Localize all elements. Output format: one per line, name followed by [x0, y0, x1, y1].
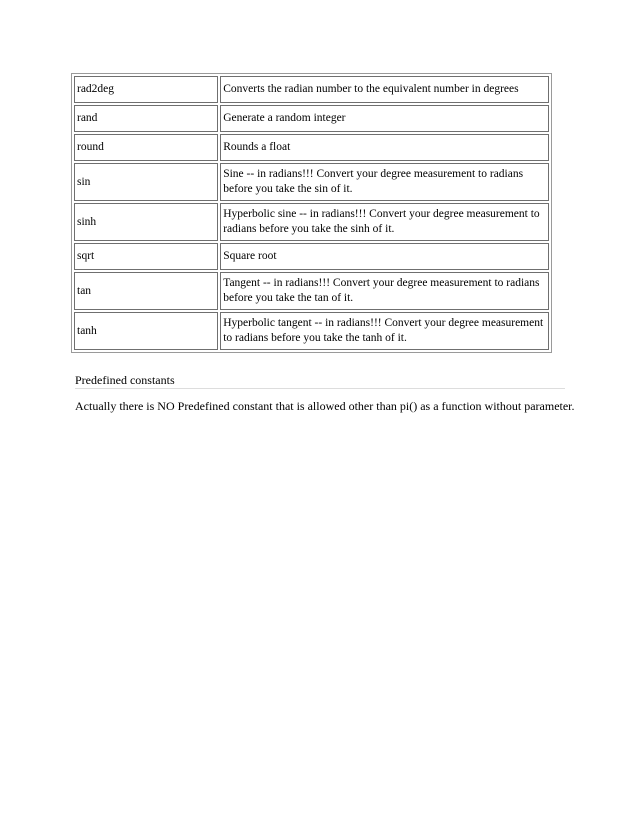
- table-row: [74, 105, 549, 132]
- function-description-cell: Hyperbolic tangent -- in radians!!! Convert your degree measurement to radians before you take the tanh of it.: [220, 312, 549, 350]
- function-name-cell: round: [74, 134, 218, 161]
- function-description-cell: Hyperbolic sine -- in radians!!! Convert your degree measurement to radians before you take the sinh of it.: [220, 203, 549, 241]
- function-name-cell: rad2deg: [74, 76, 218, 103]
- table-row: [74, 243, 549, 270]
- function-description-cell: Square root: [220, 243, 549, 270]
- function-description-cell: Tangent -- in radians!!! Convert your degree measurement to radians before you take the tan of it.: [220, 272, 549, 310]
- function-description-cell: Generate a random integer: [220, 105, 549, 132]
- section-divider: [75, 388, 565, 389]
- function-name-cell: tanh: [74, 312, 218, 350]
- table-row: [74, 312, 549, 350]
- table-row: [74, 203, 549, 241]
- table-row: [74, 272, 549, 310]
- function-name-cell: sqrt: [74, 243, 218, 270]
- section-paragraph: Actually there is NO Predefined constant that is allowed other than pi() as a function without parameter.: [75, 399, 575, 413]
- function-name-cell: tan: [74, 272, 218, 310]
- function-name-cell: sinh: [74, 203, 218, 241]
- table-row: [74, 163, 549, 201]
- function-description-cell: Sine -- in radians!!! Convert your degree measurement to radians before you take the sin of it.: [220, 163, 549, 201]
- table-row: [74, 134, 549, 161]
- function-description-cell: Rounds a float: [220, 134, 549, 161]
- function-description-cell: Converts the radian number to the equivalent number in degrees: [220, 76, 549, 103]
- table-row: [74, 76, 549, 103]
- function-name-cell: rand: [74, 105, 218, 132]
- section-heading: Predefined constants: [75, 373, 175, 387]
- functions-table: [71, 73, 552, 353]
- function-name-cell: sin: [74, 163, 218, 201]
